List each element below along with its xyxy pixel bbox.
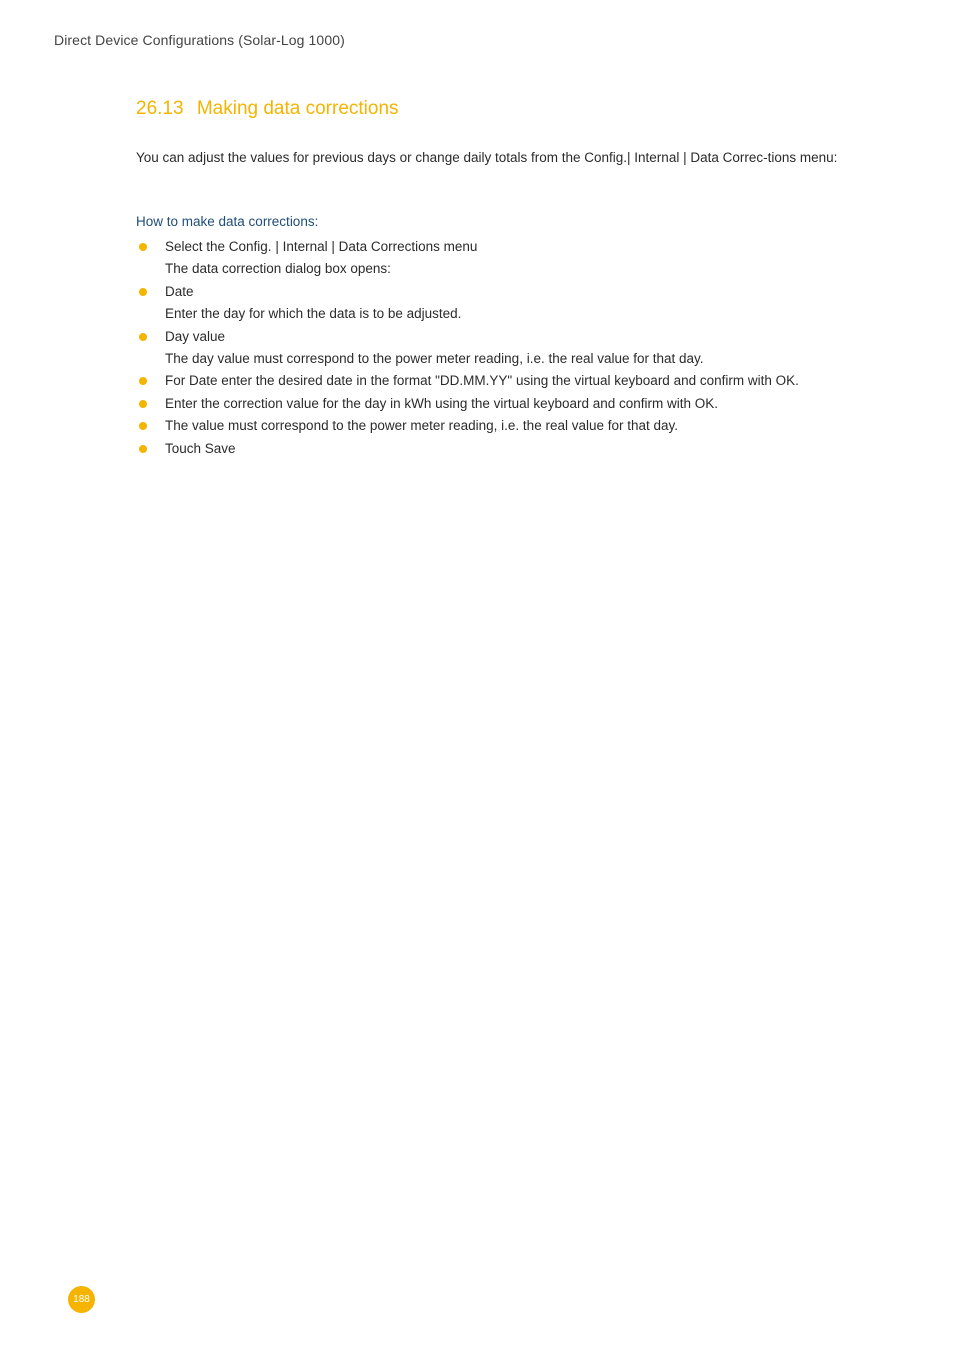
list-item — [136, 393, 860, 415]
running-header: Direct Device Configurations (Solar-Log 1000) — [54, 32, 345, 48]
bullet-icon — [139, 400, 147, 408]
step-text: Touch Save — [165, 440, 236, 456]
intro-paragraph: You can adjust the values for previous days or change daily totals from the Config.| Internal | Data Correc-tions menu: — [136, 150, 838, 165]
section-title: Making data corrections — [196, 98, 399, 119]
step-subtext: The data correction dialog box opens: — [165, 261, 391, 277]
page-number-badge: 188 — [68, 1286, 95, 1313]
step-text: Day value — [165, 328, 226, 344]
list-item — [136, 370, 860, 392]
bullet-icon — [139, 422, 147, 430]
section-heading — [136, 98, 399, 120]
step-subtext: Enter the day for which the data is to be adjusted. — [165, 306, 462, 322]
list-item — [136, 281, 860, 326]
howto-heading: How to make data corrections: — [136, 214, 319, 229]
bullet-icon — [139, 333, 147, 341]
step-text: Select the Config. | Internal | Data Corrections menu — [165, 239, 478, 254]
step-text: For Date enter the desired date in the format "DD.MM.YY" using the virtual keyboard and confirm with OK. — [165, 373, 799, 389]
list-item — [136, 236, 860, 281]
step-text: The value must correspond to the power meter reading, i.e. the real value for that day. — [165, 418, 679, 434]
bullet-icon — [139, 445, 147, 453]
step-subtext: The day value must correspond to the power meter reading, i.e. the real value for that day. — [165, 351, 704, 367]
step-text: Enter the correction value for the day in kWh using the virtual keyboard and confirm with OK. — [165, 395, 719, 411]
bullet-icon — [139, 377, 147, 385]
step-text: Date — [165, 283, 194, 299]
bullet-icon — [139, 243, 147, 251]
list-item — [136, 326, 860, 371]
section-number: 26.13 — [136, 98, 184, 119]
list-item — [136, 415, 860, 437]
bullet-icon — [139, 288, 147, 296]
list-item — [136, 438, 860, 460]
step-list — [136, 236, 860, 460]
